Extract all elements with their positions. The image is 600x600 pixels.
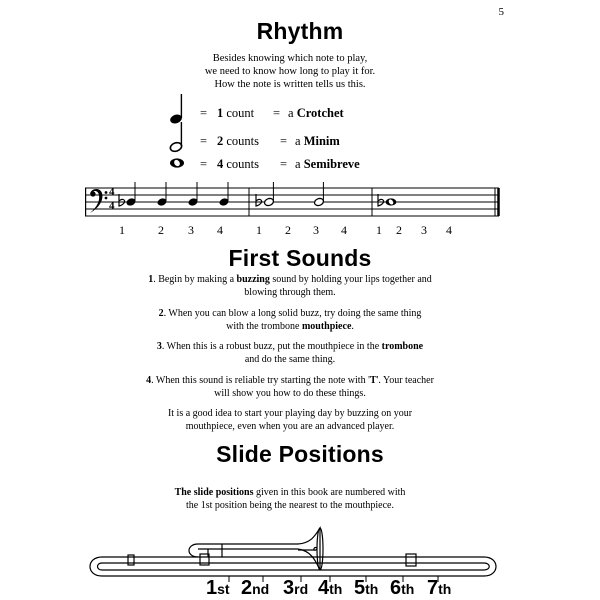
step-number: 4 — [146, 375, 152, 386]
count-unit: count — [226, 106, 255, 120]
step-text: with the trombone — [226, 321, 302, 332]
rhythm-heading: Rhythm — [256, 18, 344, 44]
step-text: . Begin by making a — [153, 274, 237, 285]
minim-note-icon — [314, 197, 325, 207]
equals-sign: = — [200, 134, 208, 148]
equals-sign: = — [273, 106, 281, 120]
step-4 — [0, 374, 580, 400]
beat-number: 3 — [188, 223, 194, 237]
step-text: . — [351, 321, 354, 332]
rhythm-intro-line: we need to know how long to play it for. — [204, 66, 376, 77]
equals-sign: = — [280, 134, 288, 148]
rhythm-intro-line: Besides knowing which note to play, — [212, 53, 368, 64]
music-staff — [85, 180, 505, 226]
beat-number: 1 — [119, 223, 125, 237]
position-label-7: 7th — [427, 577, 452, 599]
article: a — [295, 134, 301, 148]
minim-count: 2 — [217, 134, 224, 148]
slide-position-labels — [0, 577, 600, 600]
mouthpiece-icon — [298, 548, 317, 551]
semibreve-legend — [168, 157, 408, 181]
step-1 — [0, 273, 580, 299]
step-text: . When this sound is reliable try starting the note with ' — [151, 375, 370, 386]
step-3 — [0, 340, 580, 366]
slide-positions-intro — [0, 486, 580, 512]
position-label-6: 6th — [390, 577, 415, 599]
first-sounds-heading: First Sounds — [228, 245, 372, 271]
slide-positions-heading: Slide Positions — [216, 441, 384, 467]
intro-emphasis: The slide positions — [174, 487, 254, 498]
beat-number: 2 — [158, 223, 164, 237]
beat-numbers — [0, 223, 600, 239]
flat-sign-icon — [378, 194, 384, 206]
position-label-1: 1st — [206, 577, 230, 599]
step-text: will show you how to do these things. — [214, 388, 366, 399]
beat-number: 2 — [285, 223, 291, 237]
semibreve-count: 4 — [217, 157, 224, 171]
article: a — [295, 157, 301, 171]
equals-sign: = — [200, 157, 208, 171]
bar-1-notes — [119, 182, 229, 207]
flat-sign-icon — [119, 194, 125, 206]
minim-legend — [168, 134, 408, 158]
step-number: 2 — [158, 308, 164, 319]
equals-sign: = — [280, 157, 288, 171]
rhythm-intro — [0, 52, 580, 91]
position-label-4: 4th — [318, 577, 343, 599]
crotchet-name: Crotchet — [296, 106, 344, 120]
beat-number: 3 — [421, 223, 427, 237]
count-unit: counts — [226, 157, 260, 171]
step-emphasis: buzzing — [236, 274, 270, 285]
step-text: and do the same thing. — [244, 354, 336, 365]
step-emphasis: trombone — [381, 341, 424, 352]
step-text: blowing through them. — [244, 287, 336, 298]
step-text: . When this is a robust buzz, put the mouthpiece in the — [161, 341, 382, 352]
beat-number: 1 — [376, 223, 382, 237]
step-2 — [0, 307, 580, 333]
equals-sign: = — [200, 106, 208, 120]
page-number: 5 — [498, 6, 504, 18]
article: a — [288, 106, 294, 120]
bar-3-notes — [378, 194, 396, 206]
beat-number: 3 — [313, 223, 319, 237]
intro-text: the 1st position being the nearest to the mouthpiece. — [185, 500, 394, 511]
beat-number: 4 — [341, 223, 347, 237]
closing-line: It is a good idea to start your playing day by buzzing on your — [167, 408, 413, 419]
time-sig-bottom: 4 — [109, 200, 115, 212]
trombone-illustration — [88, 524, 500, 584]
count-unit: counts — [226, 134, 260, 148]
time-sig-top: 4 — [109, 186, 115, 198]
step-number: 3 — [156, 341, 162, 352]
crotchet-count: 1 — [217, 106, 224, 120]
step-emphasis: T — [369, 375, 377, 386]
step-text: sound by holding your lips together and — [269, 274, 432, 285]
intro-text: given in this book are numbered with — [253, 487, 406, 498]
position-label-5: 5th — [354, 577, 379, 599]
beat-number: 4 — [446, 223, 452, 237]
step-emphasis: mouthpiece — [301, 321, 352, 332]
semibreve-name: Semibreve — [303, 157, 360, 171]
beat-number: 2 — [396, 223, 402, 237]
position-label-2: 2nd — [241, 577, 270, 599]
flat-sign-icon — [256, 194, 262, 206]
closing-line: mouthpiece, even when you are an advanced player. — [185, 421, 395, 432]
step-number: 1 — [148, 274, 154, 285]
position-label-3: 3rd — [283, 577, 309, 599]
step-text: '. Your teacher — [376, 375, 434, 386]
bar-2-notes — [256, 182, 324, 207]
beat-number: 1 — [256, 223, 262, 237]
beat-number: 4 — [217, 223, 223, 237]
minim-name: Minim — [303, 134, 340, 148]
rhythm-intro-line: How the note is written tells us this. — [214, 79, 366, 90]
step-text: . When you can blow a long solid buzz, try doing the same thing — [163, 308, 422, 319]
first-sounds-closing — [0, 407, 580, 433]
minim-note-icon — [264, 197, 275, 207]
crotchet-legend — [168, 106, 408, 130]
